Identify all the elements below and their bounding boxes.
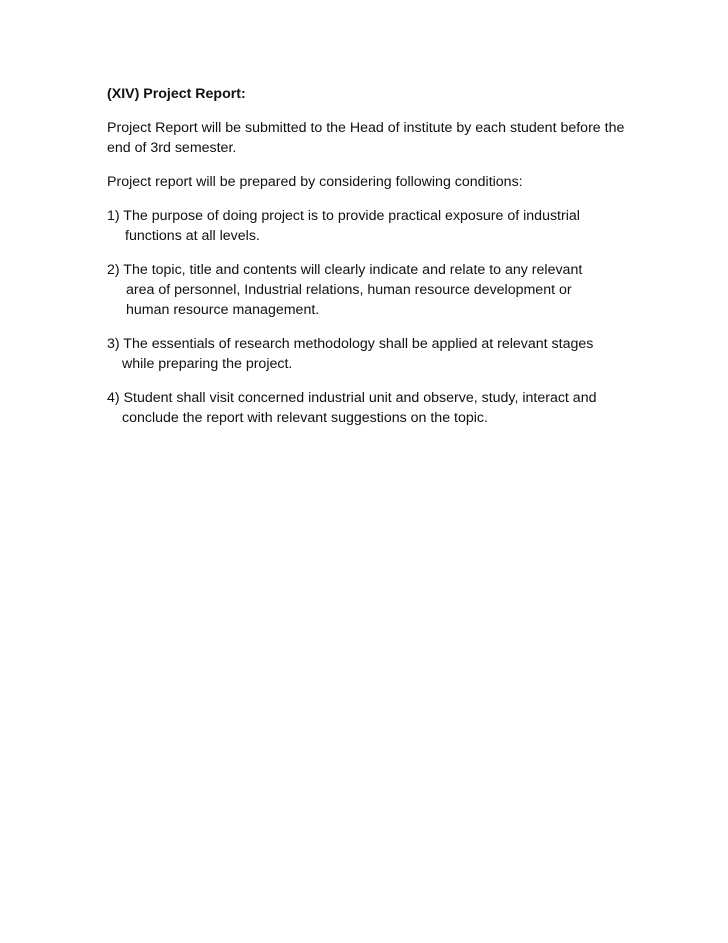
condition-item-4 <box>107 388 667 428</box>
condition-item-1-line-2: functions at all levels. <box>125 228 260 244</box>
condition-item-1-line-1: 1) The purpose of doing project is to provide practical exposure of industrial <box>107 208 580 224</box>
intro-line-1: Project Report will be submitted to the Head of institute by each student before the <box>107 120 625 136</box>
condition-item-3-line-1: 3) The essentials of research methodology shall be applied at relevant stages <box>107 336 594 352</box>
condition-item-2 <box>107 260 667 320</box>
intro-line-2: end of 3rd semester. <box>107 140 237 156</box>
condition-item-1 <box>107 206 667 246</box>
condition-item-2-line-1: 2) The topic, title and contents will clearly indicate and relate to any relevant <box>107 262 583 278</box>
condition-item-2-line-3: human resource management. <box>126 302 320 318</box>
intro-paragraph <box>107 118 667 158</box>
condition-item-3 <box>107 334 667 374</box>
conditions-intro: Project report will be prepared by considering following conditions: <box>107 174 523 190</box>
condition-item-3-line-2: while preparing the project. <box>122 356 293 372</box>
section-heading: (XIV) Project Report: <box>107 86 246 102</box>
condition-item-4-line-2: conclude the report with relevant suggestions on the topic. <box>122 410 488 426</box>
document-content <box>107 84 667 442</box>
condition-item-2-line-2: area of personnel, Industrial relations, human resource development or <box>126 282 572 298</box>
condition-item-4-line-1: 4) Student shall visit concerned industrial unit and observe, study, interact and <box>107 390 597 406</box>
